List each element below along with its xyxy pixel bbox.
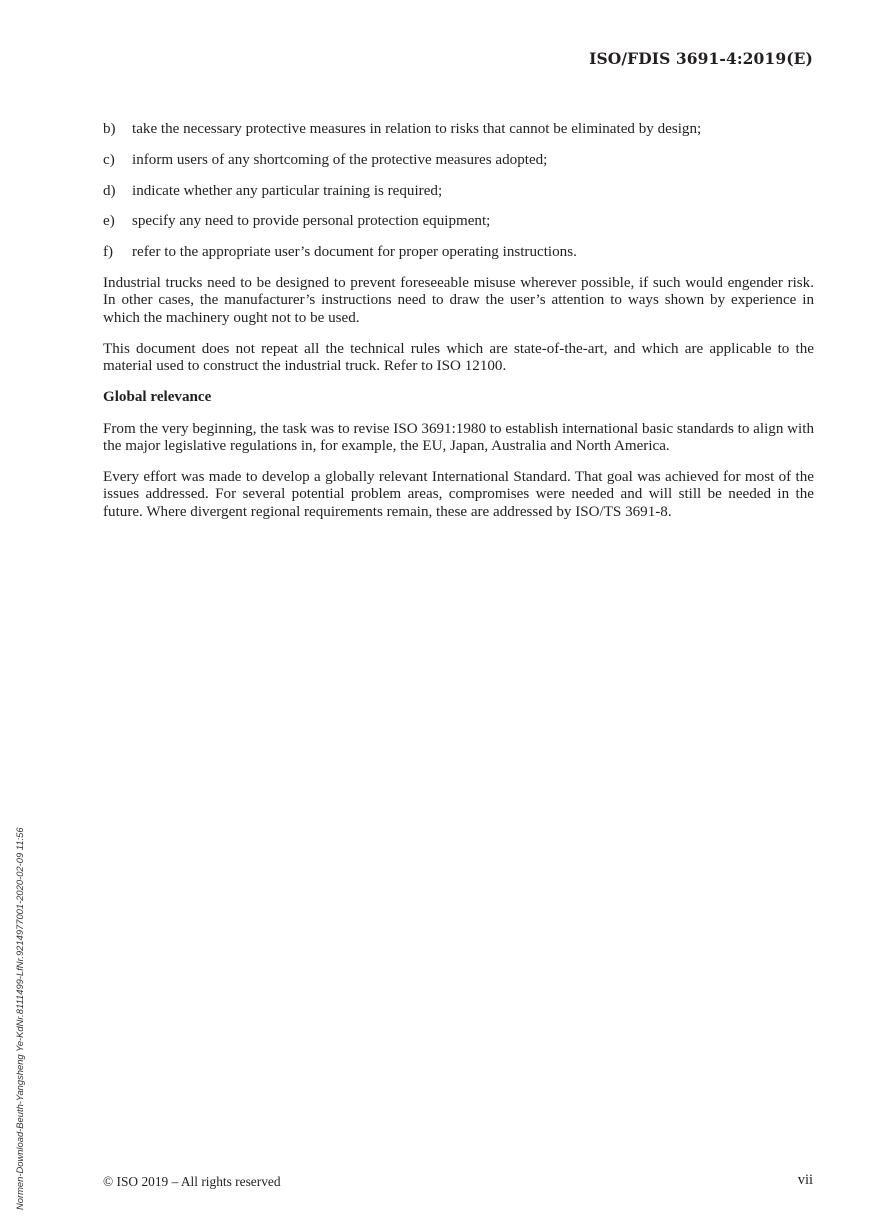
- list-item-text: inform users of any shortcoming of the protective measures adopted;: [132, 151, 548, 168]
- list-item-d: [103, 183, 814, 200]
- paragraph-effort: Every effort was made to develop a globally relevant International Standard. That goal was achieved for most of the issues addressed. For several potential problem areas, compromises were needed and will still be needed in the future. Where divergent regional requirements remain, these are addressed by ISO/TS 3691-8.: [103, 469, 814, 520]
- section-heading-global-relevance: Global relevance: [103, 389, 212, 406]
- list-item-text: take the necessary protective measures in relation to risks that cannot be eliminated by design;: [132, 121, 702, 137]
- paragraph-revise: From the very beginning, the task was to revise ISO 3691:1980 to establish international basic standards to align with the major legislative regulations in, for example, the EU, Japan, Australia and North America.: [103, 420, 814, 455]
- list-item-e: [103, 213, 814, 230]
- list-item-b: [103, 121, 814, 138]
- paragraph-technical-rules: This document does not repeat all the technical rules which are state-of-the-art, and which are applicable to the material used to construct the industrial truck. Refer to ISO 12100.: [103, 340, 814, 375]
- download-watermark-stamp: Normen-Download-Beuth-Yangsheng Ye-KdNr.8111499-LfNr.9214977001-2020-02-09 11:56: [14, 827, 25, 1210]
- list-marker: e): [103, 213, 115, 230]
- list-item-f: [103, 244, 814, 261]
- list-item-text: specify any need to provide personal protection equipment;: [132, 213, 491, 230]
- main-content: [103, 121, 814, 535]
- list-marker: b): [103, 121, 116, 137]
- list-item-text: refer to the appropriate user’s document for proper operating instructions.: [132, 244, 577, 261]
- list-marker: f): [103, 244, 114, 261]
- list-marker: c): [103, 151, 115, 168]
- list-item-c: [103, 152, 814, 169]
- footer-copyright: © ISO 2019 – All rights reserved: [103, 1174, 281, 1189]
- document-identifier: ISO/FDIS 3691-4:2019(E): [589, 49, 813, 68]
- page-number: vii: [797, 1172, 813, 1188]
- list-item-text: indicate whether any particular training is required;: [132, 182, 443, 199]
- paragraph-misuse: Industrial trucks need to be designed to prevent foreseeable misuse wherever possible, if such would engender risk. In other cases, the manufacturer’s instructions need to draw the user’s attention to ways shown by experience in which the machinery ought not to be used.: [103, 274, 814, 326]
- list-marker: d): [103, 182, 116, 199]
